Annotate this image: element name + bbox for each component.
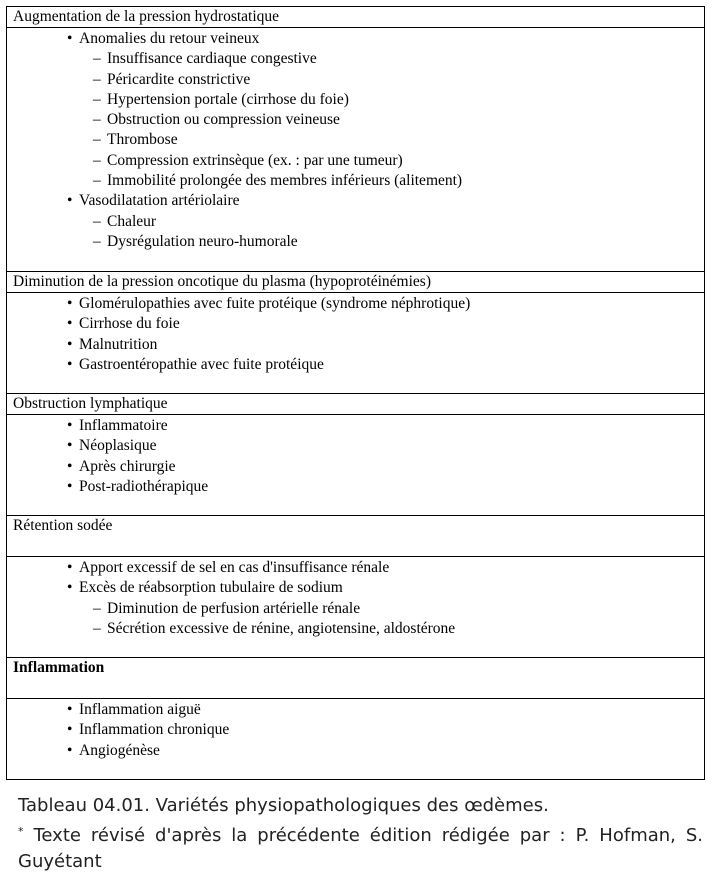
bullet-icon: • bbox=[67, 30, 73, 47]
bullet-icon: • bbox=[67, 457, 73, 475]
list-item: • Post-radiothérapique bbox=[7, 477, 704, 497]
list-item: • Malnutrition bbox=[7, 335, 704, 355]
section-body bbox=[7, 415, 704, 516]
section-header: Inflammation bbox=[7, 658, 704, 699]
list-item: • Excès de réabsorption tubulaire de sodium bbox=[7, 578, 704, 598]
sub-list-item: – Immobilité prolongée des membres inférieurs (alitement) bbox=[7, 171, 704, 191]
list-item: • Vasodilatation artériolaire bbox=[7, 191, 704, 211]
dash-icon: – bbox=[93, 151, 101, 169]
dash-icon: – bbox=[93, 619, 101, 637]
list-item: • Apport excessif de sel en cas d'insuffisance rénale bbox=[7, 558, 704, 578]
sub-list-item: – Thrombose bbox=[7, 130, 704, 150]
bullet-icon: • bbox=[67, 741, 73, 759]
sub-list-item: – Diminution de perfusion artérielle rénale bbox=[7, 599, 704, 619]
list-item: • Gastroentéropathie avec fuite protéique bbox=[7, 355, 704, 375]
dash-icon: – bbox=[93, 70, 101, 88]
section-header: Augmentation de la pression hydrostatique bbox=[7, 7, 704, 28]
sub-list-item: – Compression extrinsèque (ex. : par une tumeur) bbox=[7, 151, 704, 171]
section-header: Diminution de la pression oncotique du plasma (hypoprotéinémies) bbox=[7, 272, 704, 293]
dash-icon: – bbox=[93, 90, 101, 108]
dash-icon: – bbox=[93, 131, 101, 149]
dash-icon: – bbox=[93, 212, 101, 230]
bullet-icon: • bbox=[67, 721, 73, 739]
section-body bbox=[7, 28, 704, 272]
bullet-icon: • bbox=[67, 701, 73, 718]
section-body bbox=[7, 293, 704, 394]
bullet-icon: • bbox=[67, 437, 73, 455]
caption-title: Tableau 04.01. Variétés physiopathologiques des œdèmes. bbox=[18, 795, 549, 816]
dash-icon: – bbox=[93, 599, 101, 617]
bullet-icon: • bbox=[67, 417, 73, 434]
edema-table bbox=[6, 6, 705, 780]
sub-list-item: – Obstruction ou compression veineuse bbox=[7, 110, 704, 130]
section-header: Rétention sodée bbox=[7, 516, 704, 557]
list-item: • Anomalies du retour veineux bbox=[7, 29, 704, 49]
bullet-icon: • bbox=[67, 559, 73, 576]
section-body bbox=[7, 699, 704, 779]
section-body bbox=[7, 557, 704, 658]
list-item: • Cirrhose du foie bbox=[7, 314, 704, 334]
bullet-icon: • bbox=[67, 335, 73, 353]
bullet-icon: • bbox=[67, 355, 73, 373]
list-item: • Inflammatoire bbox=[7, 416, 704, 436]
bullet-icon: • bbox=[67, 315, 73, 333]
sub-list-item: – Péricardite constrictive bbox=[7, 70, 704, 90]
table-caption bbox=[18, 793, 703, 875]
sub-list-item: – Sécrétion excessive de rénine, angiotensine, aldostérone bbox=[7, 619, 704, 639]
sub-list-item: – Hypertension portale (cirrhose du foie) bbox=[7, 90, 704, 110]
dash-icon: – bbox=[93, 232, 101, 250]
dash-icon: – bbox=[93, 172, 101, 190]
dash-icon: – bbox=[93, 50, 101, 68]
sub-list-item: – Chaleur bbox=[7, 212, 704, 232]
dash-icon: – bbox=[93, 111, 101, 129]
bullet-icon: • bbox=[67, 192, 73, 210]
list-item: • Après chirurgie bbox=[7, 457, 704, 477]
footnote-marker: * bbox=[18, 825, 24, 838]
caption-note: * Texte révisé d'après la précédente édition rédigée par : P. Hofman, S. Guyétant bbox=[18, 825, 703, 872]
bullet-icon: • bbox=[67, 579, 73, 597]
sub-list-item: – Insuffisance cardiaque congestive bbox=[7, 49, 704, 69]
sub-list-item: – Dysrégulation neuro-humorale bbox=[7, 232, 704, 252]
bullet-icon: • bbox=[67, 295, 73, 312]
list-item: • Inflammation aiguë bbox=[7, 700, 704, 720]
list-item: • Glomérulopathies avec fuite protéique (syndrome néphrotique) bbox=[7, 294, 704, 314]
list-item: • Inflammation chronique bbox=[7, 720, 704, 740]
section-header: Obstruction lymphatique bbox=[7, 394, 704, 415]
list-item: • Néoplasique bbox=[7, 436, 704, 456]
bullet-icon: • bbox=[67, 477, 73, 495]
list-item: • Angiogénèse bbox=[7, 741, 704, 761]
